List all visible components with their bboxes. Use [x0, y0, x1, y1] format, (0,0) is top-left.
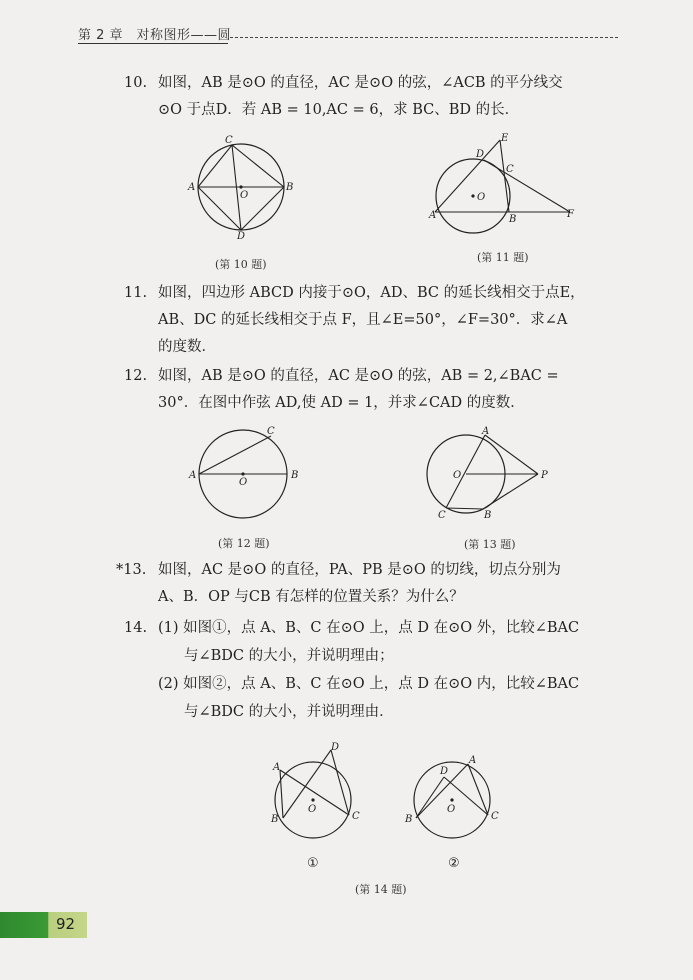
label-f: F: [567, 209, 574, 220]
problem-line: 与∠BDC 的大小，并说明理由；: [184, 648, 394, 664]
line-ecb: [500, 140, 509, 212]
problem-number: 14.: [124, 620, 148, 636]
figure-11: [425, 130, 585, 240]
label-o: O: [308, 804, 317, 815]
label-c: C: [225, 135, 233, 146]
problem-line: 的度数．: [158, 339, 216, 355]
label-a: A: [469, 755, 477, 766]
center-dot: [471, 194, 474, 197]
label-a: A: [482, 426, 490, 437]
problem-10: [124, 70, 624, 124]
label-d: D: [331, 742, 340, 753]
diameter-ac: [446, 435, 485, 508]
problem-line: ⊙O 于点D．若 AB = 10,AC = 6，求 BC、BD 的长．: [158, 102, 520, 118]
page-number: 92: [56, 915, 76, 933]
label-a: A: [429, 210, 437, 221]
center-dot: [239, 185, 242, 188]
label-d: D: [440, 766, 449, 777]
problem-11: [124, 280, 634, 361]
label-b: B: [291, 470, 299, 481]
label-b: B: [271, 814, 279, 825]
figure-14-2: [402, 740, 502, 845]
figure-10: [180, 130, 300, 245]
problem-line: 如图，AB 是⊙O 的直径，AC 是⊙O 的弦，AB = 2,∠BAC =: [158, 368, 559, 384]
caption-fig13: (第 13 题): [464, 538, 516, 551]
chapter-header: [78, 24, 618, 44]
segment-db: [283, 750, 331, 818]
label-o: O: [240, 190, 249, 201]
caption-fig10: (第 10 题): [215, 258, 267, 271]
label-b: B: [286, 182, 294, 193]
figure-14-1-marker: ①: [307, 856, 319, 871]
chords-ac-cb: [198, 145, 284, 187]
header-rule-solid: [78, 43, 228, 44]
label-b: B: [405, 814, 413, 825]
label-o: O: [453, 470, 462, 481]
problem-12: [124, 363, 634, 417]
figure-12: [185, 422, 305, 532]
segment-db: [416, 777, 444, 818]
label-c: C: [352, 811, 360, 822]
caption-fig12: (第 12 题): [218, 537, 270, 550]
label-o: O: [477, 192, 486, 203]
label-c: C: [438, 510, 446, 521]
problem-line: 如图，四边形 ABCD 内接于⊙O，AD、BC 的延长线相交于点E，: [158, 285, 585, 301]
line-dcf: [484, 160, 570, 212]
problem-line: 与∠BDC 的大小，并说明理由．: [184, 704, 394, 720]
problem-line: (1) 如图①，点 A、B、C 在⊙O 上，点 D 在⊙O 外，比较∠BAC: [158, 620, 580, 636]
problem-number: 12.: [124, 368, 148, 384]
problem-line: 30°．在图中作弦 AD,使 AD = 1，并求∠CAD 的度数．: [158, 395, 525, 411]
tangent-pb: [483, 474, 538, 509]
header-rule-dashed: [230, 37, 618, 38]
problem-line: (2) 如图②，点 A、B、C 在⊙O 上，点 D 在⊙O 内，比较∠BAC: [158, 676, 580, 692]
problem-line: 如图，AB 是⊙O 的直径，AC 是⊙O 的弦，∠ACB 的平分线交: [158, 75, 563, 91]
problem-line: AB、DC 的延长线相交于点 F，且∠E=50°，∠F=30°．求∠A: [158, 312, 568, 328]
caption-fig14: (第 14 题): [355, 883, 407, 896]
chord-ac: [199, 436, 271, 474]
label-c: C: [267, 426, 275, 437]
chapter-title: 第 2 章 对称图形——圆: [78, 28, 232, 43]
label-e: E: [501, 133, 509, 144]
label-d: D: [237, 231, 246, 242]
label-o: O: [239, 477, 248, 488]
chord-cb: [446, 508, 483, 509]
center-dot: [311, 798, 314, 801]
caption-fig11: (第 11 题): [477, 251, 529, 264]
label-a: A: [273, 762, 281, 773]
label-b: B: [509, 214, 517, 225]
figure-13: [418, 422, 568, 530]
problem-line: A、B．OP 与CB 有怎样的位置关系？为什么？: [158, 589, 464, 605]
center-dot: [450, 798, 453, 801]
label-c: C: [491, 811, 499, 822]
problem-14: [124, 614, 634, 726]
center-dot: [241, 472, 244, 475]
problem-number: 11.: [124, 285, 148, 301]
problem-number: *13.: [116, 562, 147, 578]
problem-number: 10.: [124, 75, 148, 91]
problem-line: 如图，AC 是⊙O 的直径，PA、PB 是⊙O 的切线，切点分别为: [158, 562, 561, 578]
label-p: P: [541, 470, 548, 481]
label-c: C: [506, 164, 514, 175]
problem-13: [116, 557, 636, 611]
label-a: A: [188, 182, 196, 193]
label-d: D: [476, 149, 485, 160]
label-b: B: [484, 510, 492, 521]
label-o: O: [447, 804, 456, 815]
label-a: A: [189, 470, 197, 481]
figure-14-1: [265, 740, 365, 845]
line-ade: [435, 140, 500, 212]
figure-14-2-marker: ②: [448, 856, 460, 871]
tangent-pa: [485, 435, 538, 474]
